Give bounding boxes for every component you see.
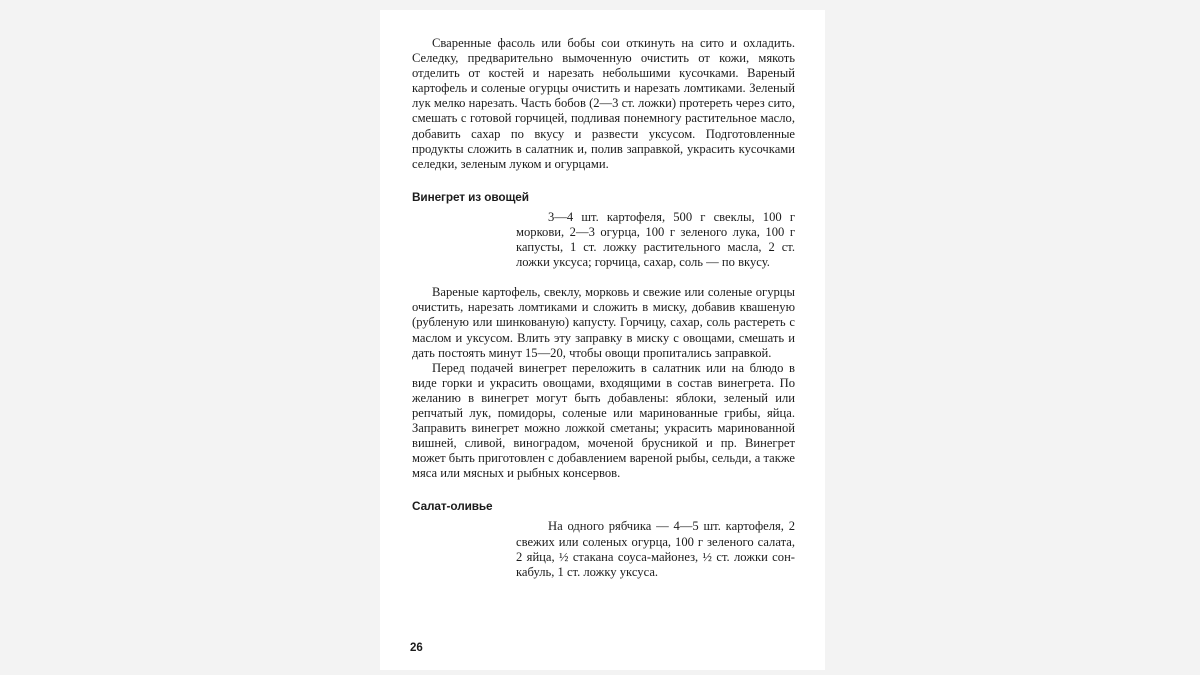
vinegret-title: Винегрет из овощей	[412, 189, 529, 204]
book-page	[380, 10, 825, 670]
page-number: 26	[410, 642, 423, 654]
vinegret-paragraph-1: Вареные картофель, свеклу, морковь и свежие или соленые огурцы очистить, нарезать ломтиками и сложить в миску, добавив квашеную (рубленую или шинкованую) капусту. Горчицу, сахар, соль растереть с маслом и уксусом. Влить эту заправку в миску с овощами, смешать и дать постоять минут 15—20, чтобы овощи пропитались заправкой.	[412, 285, 795, 360]
olivier-ingredients: На одного рябчика — 4—5 шт. картофеля, 2 свежих или соленых огурца, 100 г зеленого салата, 2 яйца, ½ стакана соуса-майонез, ½ ст. ложки сон-кабуль, 1 ст. ложку уксуса.	[516, 519, 795, 579]
vinegret-paragraph-2: Перед подачей винегрет переложить в салатник или на блюдо в виде горки и украсить овощами, входящими в состав винегрета. По желанию в винегрет могут быть добавлены: яблоки, зеленый или репчатый лук, помидоры, соленые или маринованные грибы, яйца. Заправить винегрет можно ложкой сметаны; украсить маринованной вишней, сливой, виноградом, моченой брусникой и пр. Винегрет может быть приготовлен с добавлением вареной рыбы, сельди, а также мяса или мясных и рыбных консервов.	[412, 360, 795, 481]
vinegret-ingredients: 3—4 шт. картофеля, 500 г свеклы, 100 г моркови, 2—3 огурца, 100 г зеленого лука, 100 г капусты, 1 ст. ложку растительного масла, 2 ст. ложки уксуса; горчица, сахар, соль — по вкусу.	[516, 209, 795, 270]
olivier-title: Салат-оливье	[412, 499, 493, 514]
intro-paragraph: Сваренные фасоль или бобы сои откинуть на сито и охладить. Селедку, предварительно вымоченную очистить от кожи, мякоть отделить от костей и нарезать небольшими кусочками. Вареный картофель и соленые огурцы очистить и нарезать ломтиками. Зеленый лук мелко нарезать. Часть бобов (2—3 ст. ложки) протереть через сито, смешать с готовой горчицей, подливая понемногу растительное масло, добавить сахар по вкусу и развести уксусом. Подготовленные продукты сложить в салатник и, полив заправкой, украсить кусочками селедки, зеленым луком и огурцами.	[412, 36, 795, 171]
